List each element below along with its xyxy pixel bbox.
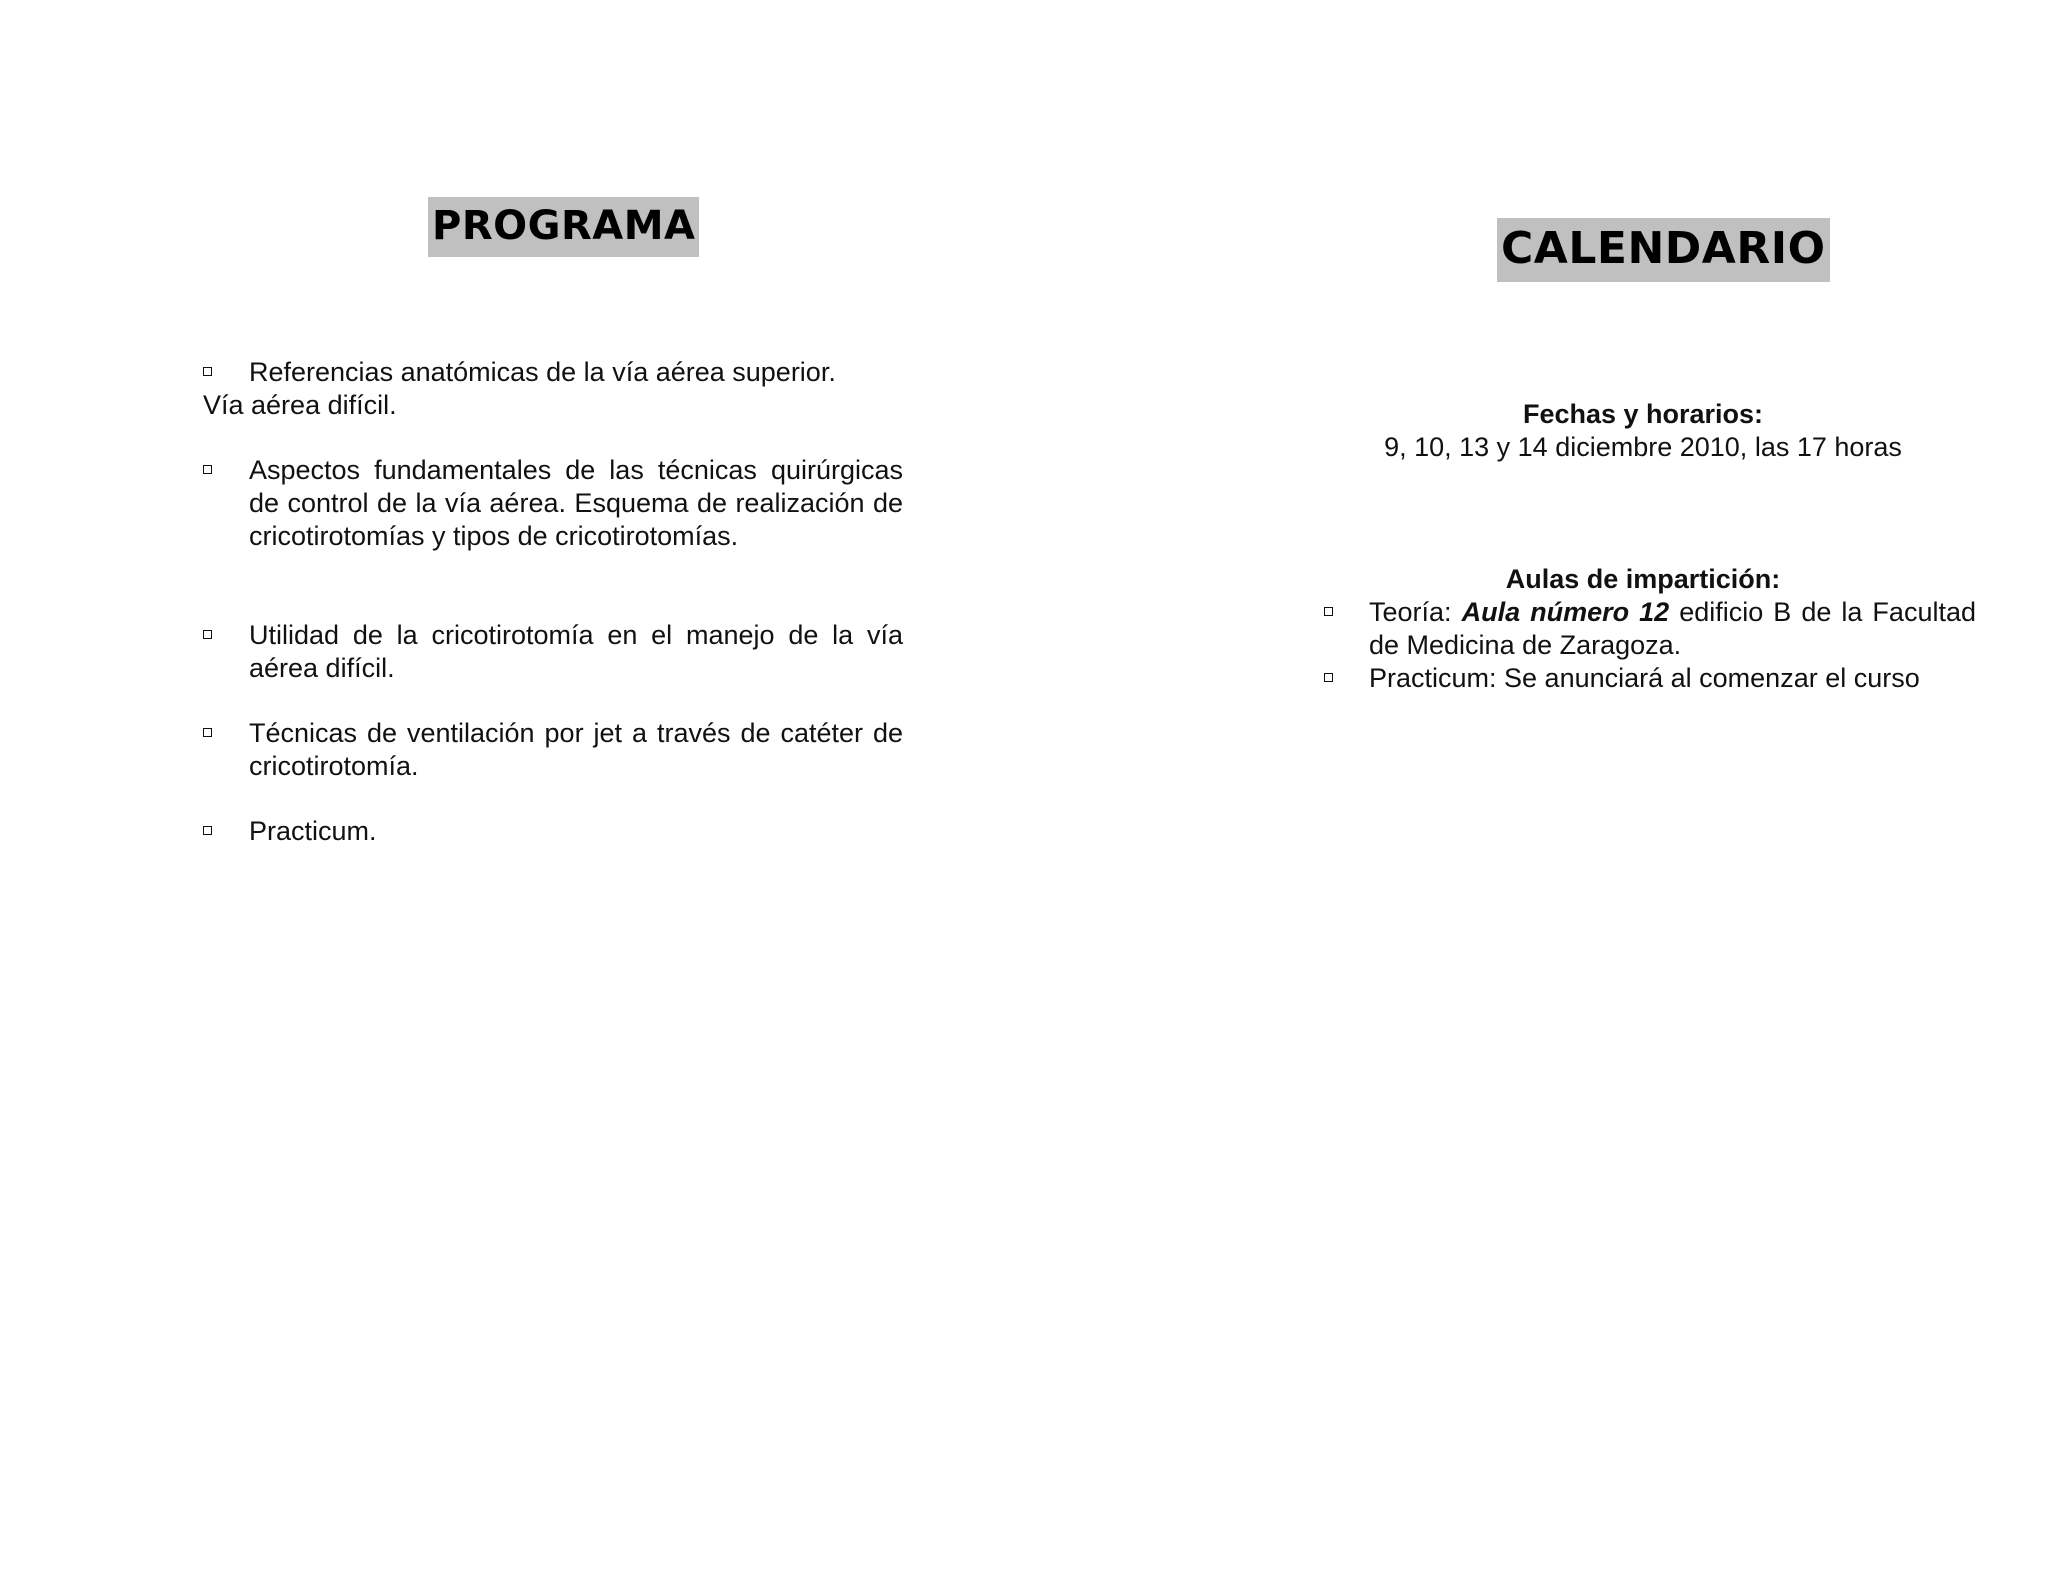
checkbox-bullet-icon	[203, 367, 212, 376]
programa-heading: PROGRAMA	[428, 197, 699, 257]
aulas-title: Aulas de impartición:	[1505, 564, 1781, 594]
aulas-item-suffix: edificio B de la Facultad de Medicina de Zaragoza.	[1369, 597, 1976, 660]
fechas-title: Fechas y horarios:	[1522, 399, 1764, 429]
aulas-item-emphasis: Aula número 12	[1461, 597, 1670, 627]
aulas-item-text	[1369, 596, 1976, 662]
programa-item-text: Referencias anatómicas de la vía aérea superior.	[249, 357, 836, 387]
fechas-section	[1310, 398, 1976, 464]
programa-list-item	[203, 454, 903, 553]
programa-list-item	[203, 717, 903, 783]
checkbox-bullet-icon	[203, 826, 212, 835]
checkbox-bullet-icon	[1324, 673, 1333, 682]
aulas-item-prefix: Teoría:	[1369, 597, 1462, 627]
programa-item-text: Utilidad de la cricotirotomía en el manejo de la vía aérea difícil.	[249, 620, 903, 683]
aulas-section	[1310, 563, 1976, 596]
fechas-text: 9, 10, 13 y 14 diciembre 2010, las 17 horas	[1384, 432, 1902, 462]
checkbox-bullet-icon	[203, 465, 212, 474]
programa-item-text: Practicum.	[249, 816, 377, 846]
checkbox-bullet-icon	[203, 630, 212, 639]
aulas-list-item	[1324, 662, 1976, 695]
aulas-item-text: Practicum: Se anunciará al comenzar el curso	[1369, 663, 1920, 693]
calendario-heading: CALENDARIO	[1497, 218, 1830, 282]
checkbox-bullet-icon	[203, 728, 212, 737]
checkbox-bullet-icon	[1324, 607, 1333, 616]
programa-list-item	[203, 815, 903, 848]
aulas-list-item	[1324, 596, 1976, 662]
programa-item-text: Técnicas de ventilación por jet a través de catéter de cricotirotomía.	[249, 718, 903, 781]
programa-item-text-continued: Vía aérea difícil.	[203, 390, 397, 420]
programa-list-item	[203, 619, 903, 685]
programa-item-text: Aspectos fundamentales de las técnicas quirúrgicas de control de la vía aérea. Esquema de realización de cricotirotomías y tipos de cricotirotomías.	[249, 455, 903, 551]
programa-list-item	[203, 356, 903, 422]
